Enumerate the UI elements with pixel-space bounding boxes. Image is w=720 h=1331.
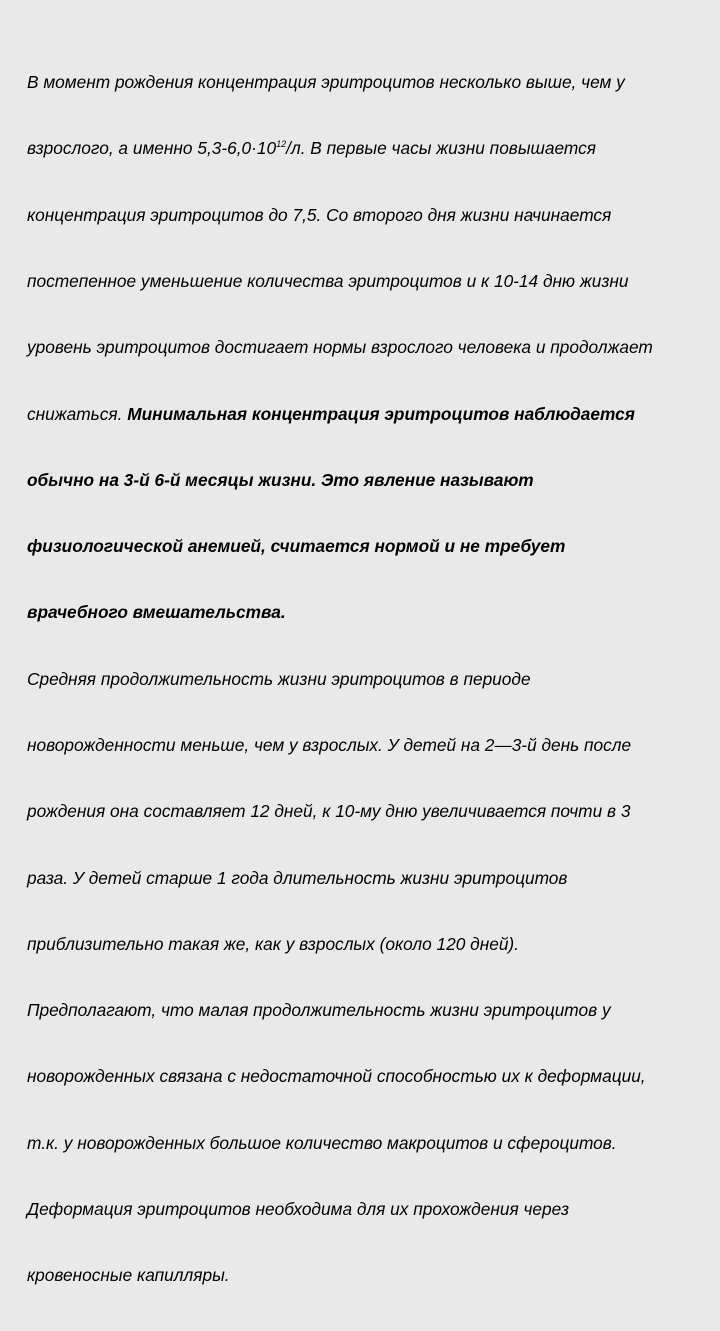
- text-line: [27, 403, 699, 425]
- text-line: Деформация эритроцитов необходима для их прохождения через: [27, 1198, 570, 1219]
- text-line: постепенное уменьшение количества эритроцитов и к 10-14 дню жизни: [27, 271, 629, 292]
- text-line: новорожденных связана с недостаточной способностью их к деформации,: [27, 1066, 646, 1087]
- exponent: 12: [276, 139, 287, 150]
- text-line: Предполагают, что малая продолжительность жизни эритроцитов у: [27, 1000, 611, 1021]
- text-line: приблизительно такая же, как у взрослых (около 120 дней).: [27, 933, 519, 954]
- emphasis-text: Минимальная концентрация эритроцитов наблюдается: [127, 403, 635, 424]
- text-line: [27, 137, 699, 159]
- text-line: т.к. у новорожденных большое количество макроцитов и сфероцитов.: [27, 1132, 617, 1153]
- text-line: кровеносные капилляры.: [27, 1265, 230, 1286]
- text-line: уровень эритроцитов достигает нормы взрослого человека и продолжает: [27, 337, 653, 358]
- text-fragment: взрослого, а именно 5,3-6,0·10: [27, 138, 277, 159]
- text-fragment: /л. В первые часы жизни повышается: [286, 138, 596, 159]
- text-line: новорожденности меньше, чем у взрослых. У детей на 2—3-й день после: [27, 735, 632, 755]
- text-line: концентрация эритроцитов до 7,5. Со второго дня жизни начинается: [27, 204, 612, 225]
- text-fragment: снижаться.: [27, 403, 128, 424]
- text-line: Средняя продолжительность жизни эритроцитов в периоде: [27, 668, 531, 689]
- text-line: В момент рождения концентрация эритроцитов несколько выше, чем у: [27, 72, 625, 93]
- body-text: [27, 27, 699, 1331]
- emphasis-line: врачебного вмешательства.: [27, 602, 286, 623]
- emphasis-line: обычно на 3-й 6-й месяцы жизни. Это явление называют: [27, 469, 534, 490]
- text-line: рождения она составляет 12 дней, к 10-му дню увеличивается почти в 3: [27, 801, 631, 822]
- emphasis-line: физиологической анемией, считается нормой и не требует: [27, 536, 566, 557]
- text-line: раза. У детей старше 1 года длительность жизни эритроцитов: [27, 867, 568, 888]
